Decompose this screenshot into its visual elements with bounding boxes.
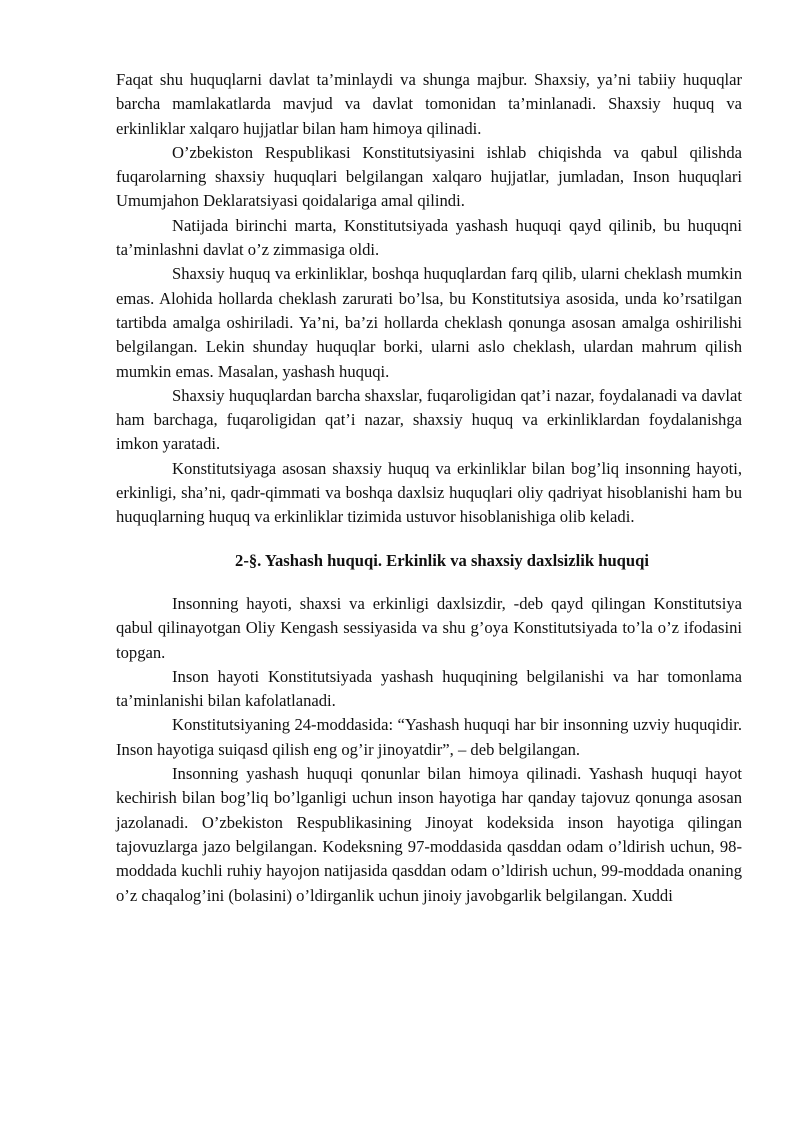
paragraphs-before (116, 68, 742, 530)
document-page (116, 68, 742, 908)
paragraph: Inson hayoti Konstitutsiyada yashash huquqining belgilanishi va har tomonlama ta’minlanishi bilan kafolatlanadi. (116, 666, 742, 711)
paragraph: Insonning yashash huquqi qonunlar bilan himoya qilinadi. Yashash huquqi hayot kechirish bilan bog’liq bo’lganligi uchun inson hayotiga har qanday tajovuz qonunga asosan jazolanadi. O’zbekiston Respublikasining Jinoyat kodeksida inson hayotiga qilingan tajovuzlarga jazo belgilangan. Kodeksning 97-moddasida qasddan odam o’ldirish uchun, 98-moddada kuchli ruhiy hayojon natijasida qasddan odam o’ldirish uchun, 99-moddada onaning o’z chaqalog’ini (bolasini) o’ldirganlik uchun jinoiy javobgarlik belgilangan. Xuddi (116, 764, 742, 905)
paragraph: Faqat shu huquqlarni davlat ta’minlaydi va shunga majbur. Shaxsiy, ya’ni tabiiy huquqlar barcha mamlakatlarda mavjud va davlat tomonidan ta’minlanadi. Shaxsiy huquq va erkinliklar xalqaro hujjatlar bilan ham himoya qilinadi. (116, 70, 742, 138)
section-heading: 2-§. Yashash huquqi. Erkinlik va shaxsiy daxlsizlik huquqi (235, 550, 649, 570)
paragraph: Shaxsiy huquqlardan barcha shaxslar, fuqaroligidan qat’i nazar, foydalanadi va davlat ham barchaga, fuqaroligidan qat’i nazar, shaxsiy huquq va erkinliklardan foydalanishga imkon yaratadi. (116, 385, 742, 454)
paragraph: Natijada birinchi marta, Konstitutsiyada yashash huquqi qayd qilinib, bu huquqni ta’minlashni davlat o’z zimmasiga oldi. (116, 215, 742, 260)
paragraph: O’zbekiston Respublikasi Konstitutsiyasini ishlab chiqishda va qabul qilishda fuqarolarning shaxsiy huquqlari belgilangan xalqaro hujjatlar, jumladan, Inson huquqlari Umumjahon Deklaratsiyasi qoidalariga amal qilindi. (116, 142, 742, 211)
paragraph: Konstitutsiyaning 24-moddasida: “Yashash huquqi har bir insonning uzviy huquqidir. Inson hayotiga suiqasd qilish eng og’ir jinoyatdir”, – deb belgilangan. (116, 715, 742, 759)
paragraph: Shaxsiy huquq va erkinliklar, boshqa huquqlardan farq qilib, ularni cheklash mumkin emas. Alohida hollarda cheklash zarurati bo’lsa, bu Konstitutsiya asosida, unda ko’rsatilgan tartibda amalga oshiriladi. Ya’ni, ba’zi hollarda cheklash qonunga asosan amalga oshirilishi belgilangan. Lekin shunday huquqlar borki, ularni aslo cheklash, ulardan mahrum qilish mumkin emas. Masalan, yashash huquqi. (116, 264, 742, 381)
paragraph: Insonning hayoti, shaxsi va erkinligi daxlsizdir, -deb qayd qilingan Konstitutsiya qabul qilinayotgan Oliy Kengash sessiyasida va shu g’oya Konstitutsiyada to’la o’z ifodasini topgan. (116, 593, 742, 662)
paragraph: Konstitutsiyaga asosan shaxsiy huquq va erkinliklar bilan bog’liq insonning hayoti, erkinligi, sha’ni, qadr-qimmati va boshqa daxlsiz huquqlari oliy qadriyat hisoblanishi ham bu huquqlarning huquq va erkinliklar tizimida ustuvor hisoblanishiga olib keladi. (116, 458, 742, 527)
paragraphs-after (116, 592, 742, 908)
